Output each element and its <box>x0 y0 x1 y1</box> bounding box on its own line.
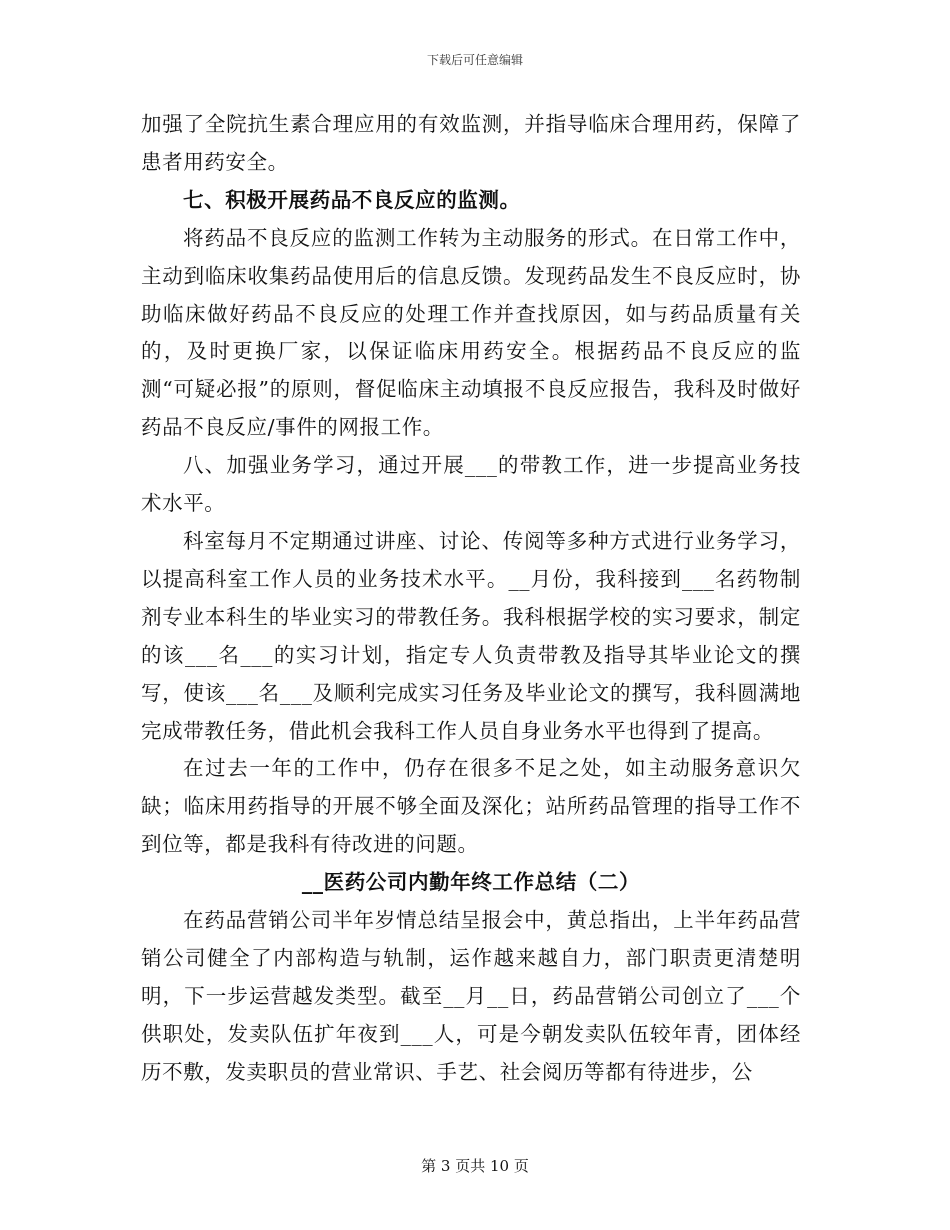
document-title-part-2: __医药公司内勤年终工作总结（二） <box>301 870 641 895</box>
page-header: 下载后可任意编辑 <box>426 53 523 67</box>
paragraph-adverse-reaction: 将药品不良反应的监测工作转为主动服务的形式。在日常工作中，主动到临床收集药品使用后的信息反馈。发现药品发生不良反应时，协助临床做好药品不良反应的处理工作并查找原因，如与药品质量有关的，及时更换厂家，以保证临床用药安全。根据药品不良反应的监测“可疑必报”的原则，督促临床主动填报不良反应报告，我科及时做好药品不良反应/事件的网报工作。 <box>141 225 801 440</box>
paragraph-marketing-summary: 在药品营销公司半年岁情总结呈报会中，黄总指出，上半年药品营销公司健全了内部构造与轨制，运作越来越自力，部门职责更清楚明明，下一步运营越发类型。截至__月__日，药品营销公司创立了___个供职处，发卖队伍扩年夜到___人，可是今朝发卖队伍较年青，团体经历不敷，发卖职员的营业常识、手艺、社会阅历等都有待进步，公 <box>141 908 801 1084</box>
paragraph-antibiotic-monitoring: 加强了全院抗生素合理应用的有效监测，并指导临床合理用药，保障了患者用药安全。 <box>141 112 801 174</box>
section-heading-8: 八、加强业务学习，通过开展___的带教工作，进一步提高业务技术水平。 <box>141 453 801 516</box>
paragraph-shortcomings: 在过去一年的工作中，仍存在很多不足之处，如主动服务意识欠缺；临床用药指导的开展不够全面及深化；站所药品管理的指导工作不到位等，都是我科有待改进的问题。 <box>141 756 801 857</box>
page-number-footer: 第 3 页共 10 页 <box>421 1157 529 1175</box>
section-heading-7: 七、积极开展药品不良反应的监测。 <box>183 187 521 212</box>
document-body <box>141 106 801 1092</box>
paragraph-business-study: 科室每月不定期通过讲座、讨论、传阅等多种方式进行业务学习，以提高科室工作人员的业务技术水平。__月份，我科接到___名药物制剂专业本科生的毕业实习的带教任务。我科根据学校的实习要求，制定的该___名___的实习计划，指定专人负责带教及指导其毕业论文的撰写，使该___名___及顺利完成实习任务及毕业论文的撰写，我科圆满地完成带教任务，借此机会我科工作人员自身业务水平也得到了提高。 <box>141 528 801 743</box>
